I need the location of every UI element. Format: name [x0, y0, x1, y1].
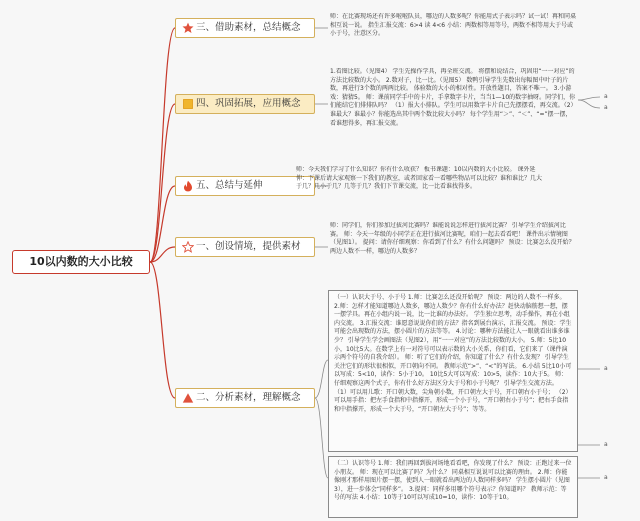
branch-1-note-text: 师：同学们，你们参加过拔河比赛吗？谁能说说怎样进行拔河比赛？ 引导学生介绍拔河比赛。 师：今天一年级的小同学正在进行拔河比赛呢，咱们一起去看看吧！ 课件出示情境图（见图1）。 提问：请你仔细观察：你看到了什么？有什么问题吗？ 预设：比赛怎么没开始？两边人数不一样，哪边的人数多？ [330, 222, 575, 255]
branch-5-summary-extension[interactable] [175, 176, 315, 196]
branch-2-sub-mark-3[interactable]: a [604, 474, 608, 481]
root-topic[interactable]: 10以内数的大小比较 [12, 250, 150, 274]
branch-2-sub-mark-2[interactable]: a [604, 441, 608, 448]
square-icon [182, 98, 194, 110]
branch-4-sub-mark-2[interactable]: a [604, 104, 608, 111]
branch-3-summary-concept[interactable] [175, 18, 315, 38]
branch-3-label: 三、借助素材，总结概念 [196, 22, 301, 33]
triangle-icon [182, 392, 194, 404]
flame-icon [182, 180, 194, 192]
branch-1-label: 一、创设情境，提供素材 [196, 241, 301, 252]
branch-4-note [330, 68, 576, 146]
branch-3-note [330, 13, 576, 47]
branch-4-label: 四、巩固拓展，应用概念 [196, 98, 301, 109]
branch-4-consolidate-apply[interactable] [175, 94, 315, 114]
branch-5-note [296, 166, 542, 206]
branch-2-sub-mark-1[interactable]: a [604, 365, 608, 372]
branch-1-note [330, 222, 576, 268]
branch-3-note-text: 师：在比赛现场还有许多啦啦队员，哪边的人数多呢？你能用式子表示吗？试一试！再和同桌相互说一说。 指生汇报交流：6>4 读 4<6 小结：两数相等用等号，两数不相等用大于号或小于号，注意区分。 [330, 13, 576, 38]
branch-5-label: 五、总结与延伸 [196, 180, 263, 191]
branch-5-note-text: 师：今天我们学习了什么知识？你有什么收获？ 板书课题：10以内数的大小比较。 课外延伸：下课后请大家观察一下我们的教室，或者回家看一看哪些物品可以比较？谁和谁比？几大于几？几小于几？几等于几？我们下节课交流，比一比看谁找得多。 [296, 166, 542, 191]
star-icon [182, 22, 194, 34]
branch-2-note-part-1-text: （一）认识大于号、小于号 1.师：比赛怎么还没开始呢？ 预设：两边的人数不一样多。 2.师：怎样才能知道哪边人数多，哪边人数少？你有什么好办法？赶快动脑筋想一想，摆一摆学具。再在小组内说一说，比一比谁的办法好。 学生独立思考，动手操作，再在小组内交流。 3.汇报交流：谁愿意说说你们的方法？指名到展台演示，汇报交流。 预设：学生可能会出现数的方法，摆小圆片的方法等等。 4.讨论：哪种方法能让人一眼就看出谁多谁少？ 引导学生学会画图法（见图2），用“一一对应”的方法比较数的大小。 5.师：5比10小，10比5大。在数学上有一对符号可以表示数的大小关系，你们看，它们来了（课件演示两个符号的自我介绍）。 师：听了它们的介绍，你知道了什么？有什么发现？ 引导学生关注它们的形状很相似，开口朝向不同。 教师示范“>”、“<”的写法。 6.小结 5比10小可以写成：5<10，读作：5小于10。 10比5大可以写成：10>5，读作：10大于5。 师：仔细观察这两个式子，你有什么好方法区分大于号和小于号呢？ 引导学生交流方法。 （1）可以用儿歌：开口朝大数，尖角朝小数，开口朝左大于号，开口朝右小于号； （2）可以用手指：把左手食指和中指撑开，形成一个小于号，“开口朝右小于号”；把右手食指和中指撑开，形成一个大于号，“开口朝左大于号”；等等。 [334, 294, 572, 413]
branch-1-create-situation[interactable] [175, 237, 315, 257]
star-outline-icon [182, 241, 194, 253]
branch-4-sub-mark-1[interactable]: a [604, 93, 608, 100]
branch-2-analyze-understand[interactable] [175, 388, 315, 408]
branch-4-note-text: 1.看图比较。（见图4） 学生先操作学具，再全班交流。 将摆和说结合，巩固用“一一对应”的方法比较数的大小。 2.数对子，比一比。（见图5） 数鸭引导学生先数出每幅图中叶子的片数，再进行3个数的两两比较。 体验数的大小的相对性。开放性题目，答案不唯一。 3.小游戏：猜猜5。 师：课前同学手中的卡片，手拿数字卡片，当当1—10的数字抽呀。同学们，你们能结它们排排队吗？ （1）报大小排队。学生可以用数字卡片自己先摆摆看，再交流。（2）谁最大？谁最小？你能选出其中两个数比较大小吗？ 每个学生用“＞”、“＜”、“=”摆一摆，看谁想得多，再汇报交流。 [330, 68, 576, 127]
branch-2-note-part-1 [328, 290, 578, 452]
branch-2-note-part-2-text: （二）认识等号 1.师：我们再回到拔河场地看看吧，你发现了什么？ 预设：正跑过来一位小朋友。 师：现在可以比赛了吗？为什么？ 同桌相互说说可以比赛的理由。 2.师：你能像刚才那样用图片摆一摆，使到人一眼就看出两边的人数同样多吗？ 学生摆小圆片（见图3），进一步体会“同样多”。 3.提问：同样多用哪个符号表示？你知道吗？ 教师示范：等号的写法 4.小结：10等于10可以写成10=10，读作：10等于10。 [334, 460, 572, 502]
branch-2-label: 二、分析素材，理解概念 [196, 392, 301, 403]
branch-2-note-part-2 [328, 456, 578, 518]
